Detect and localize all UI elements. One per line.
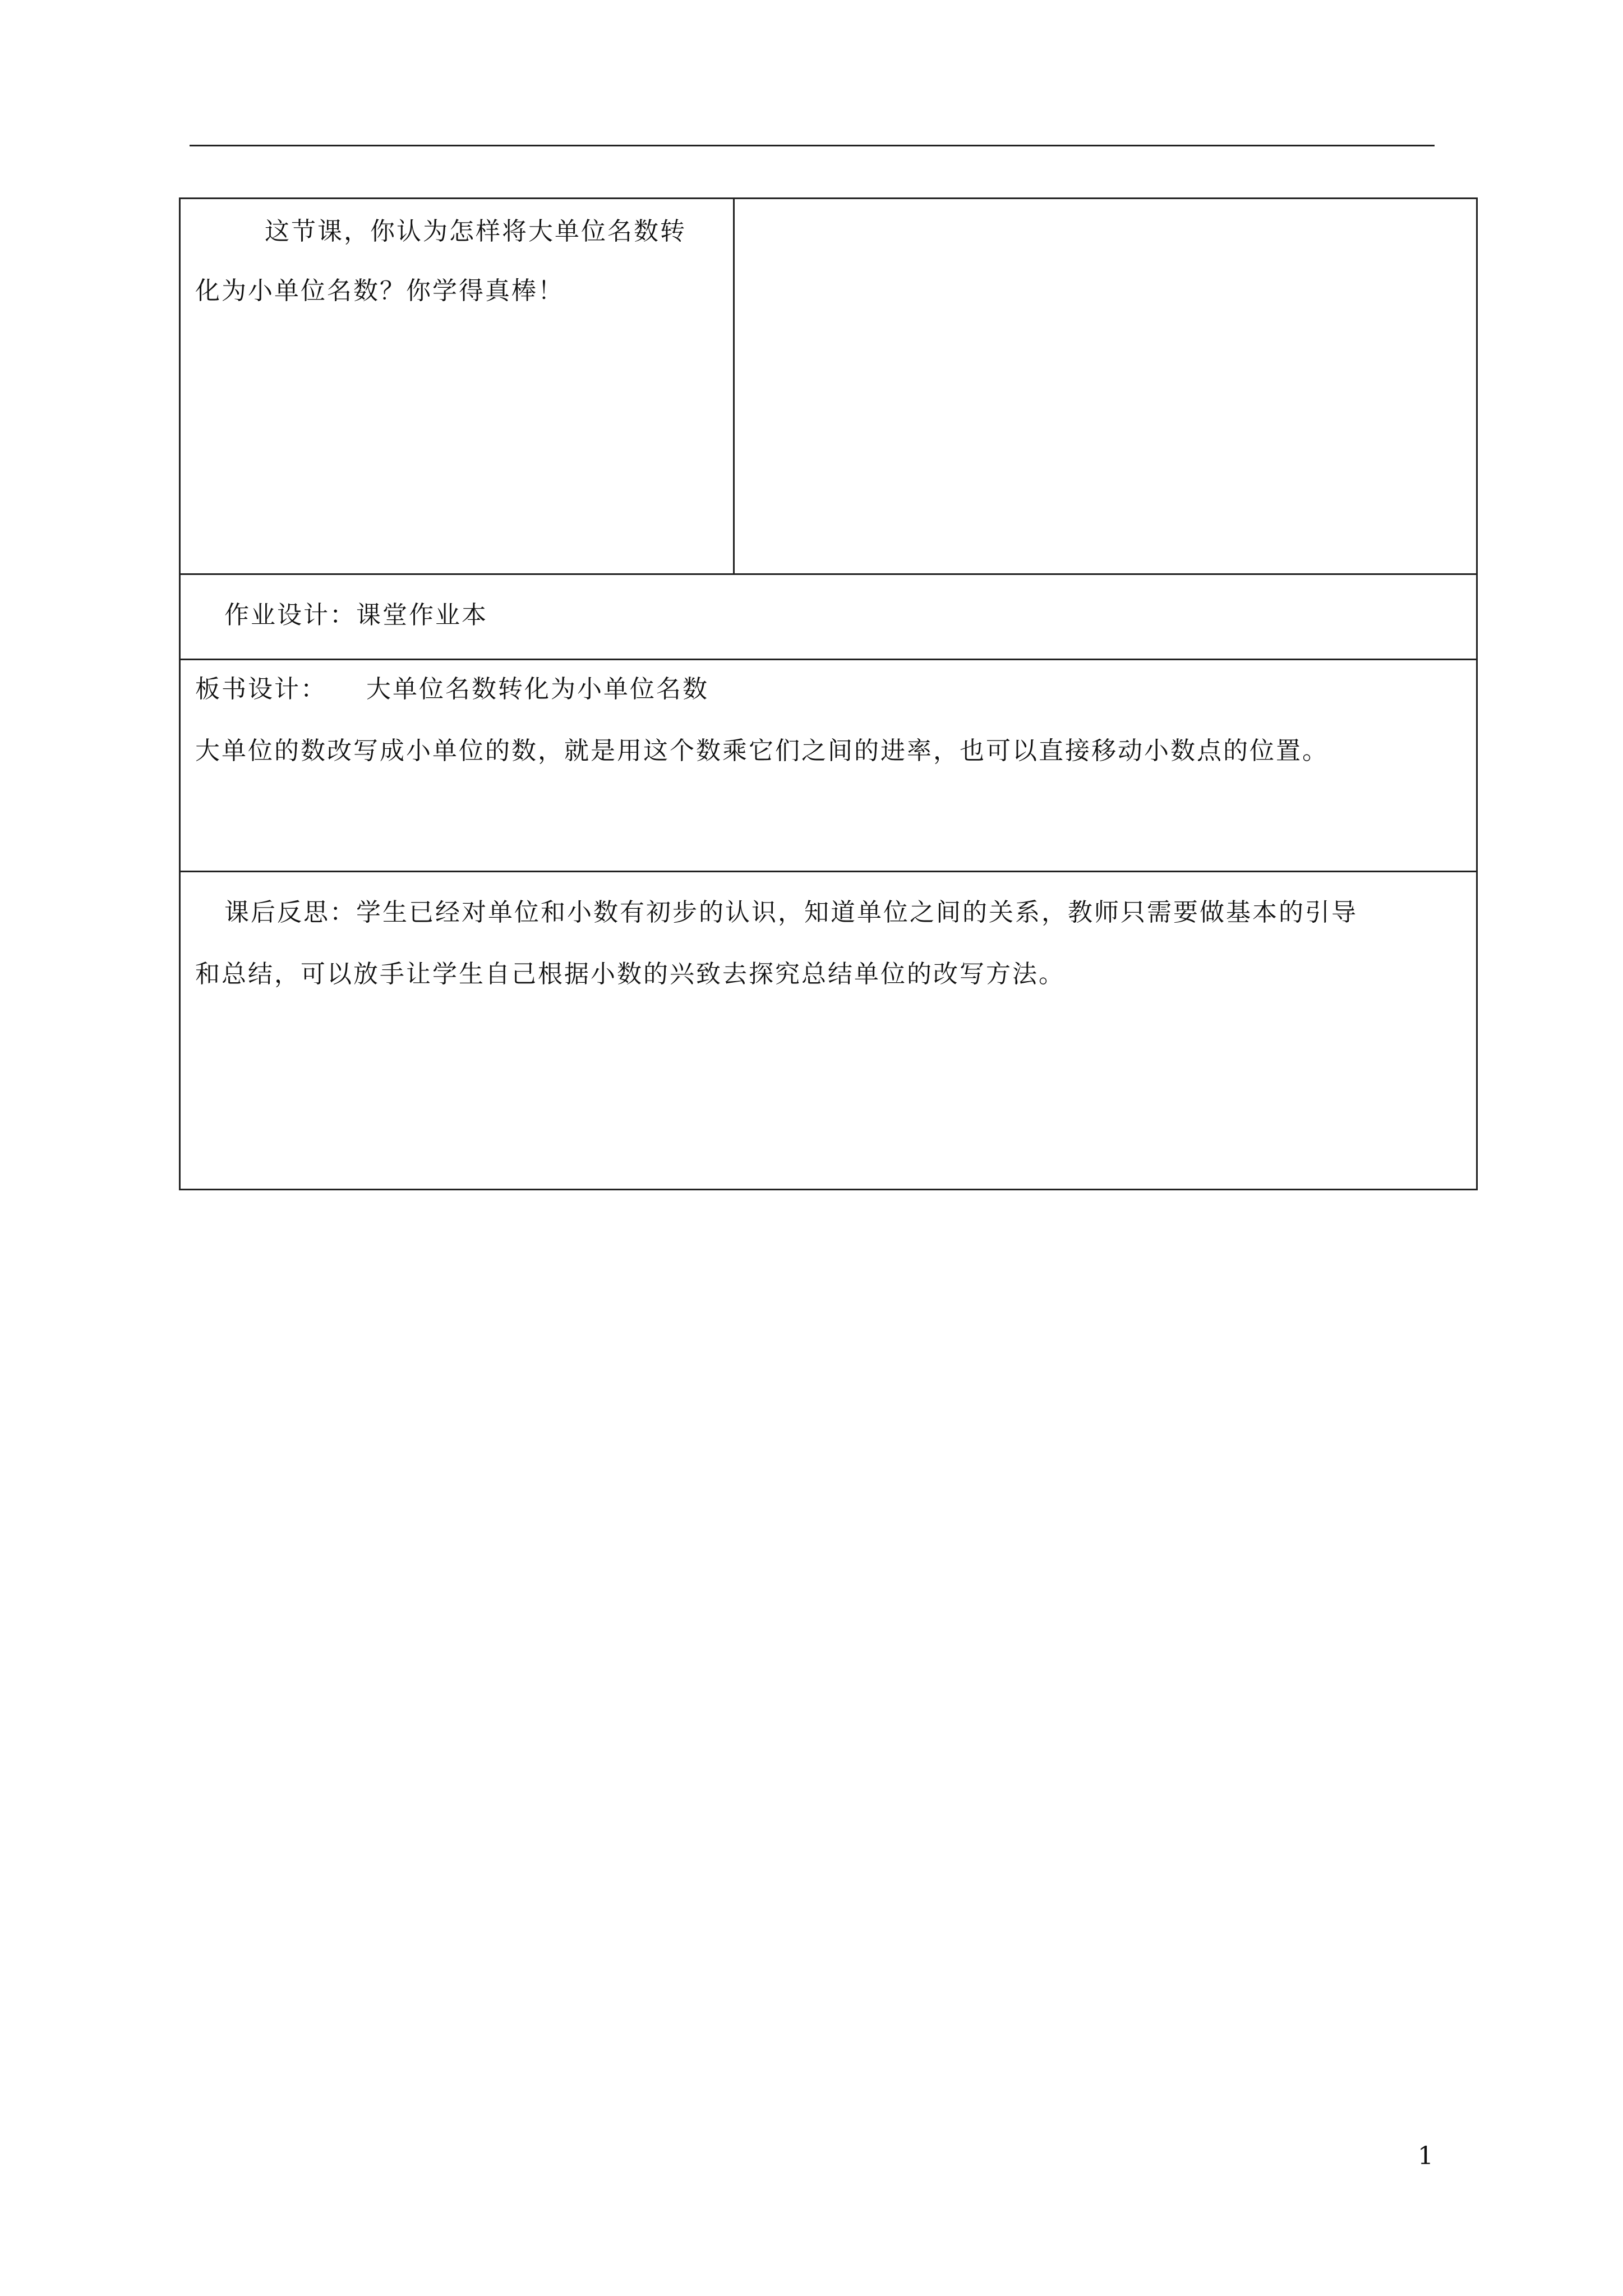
board-design-body: 大单位的数改写成小单位的数，就是用这个数乘它们之间的进率，也可以直接移动小数点的位置。 <box>195 737 1329 765</box>
summary-question-cell <box>181 199 735 573</box>
summary-question-line-1: 这节课，你认为怎样将大单位名数转 <box>265 217 686 246</box>
summary-question-line-2: 化为小单位名数？你学得真棒！ <box>195 277 564 305</box>
homework-text: 作业设计：课堂作业本 <box>224 601 488 629</box>
page-number: 1 <box>1418 2142 1433 2170</box>
summary-row <box>181 199 1476 575</box>
board-design-row <box>181 660 1476 872</box>
board-design-heading <box>195 677 709 702</box>
homework-row <box>181 575 1476 660</box>
board-design-label: 板书设计： <box>195 675 327 703</box>
reflection-line-1: 课后反思：学生已经对单位和小数有初步的认识，知道单位之间的关系，教师只需要做基本的引导 <box>224 898 1358 927</box>
board-design-title: 大单位名数转化为小单位名数 <box>366 675 709 703</box>
reflection-row <box>181 872 1476 1189</box>
reflection-line-2: 和总结，可以放手让学生自己根据小数的兴致去探究总结单位的改写方法。 <box>195 960 1065 988</box>
summary-answer-cell <box>735 199 1476 573</box>
header-rule <box>190 145 1435 146</box>
lesson-table <box>179 197 1478 1190</box>
